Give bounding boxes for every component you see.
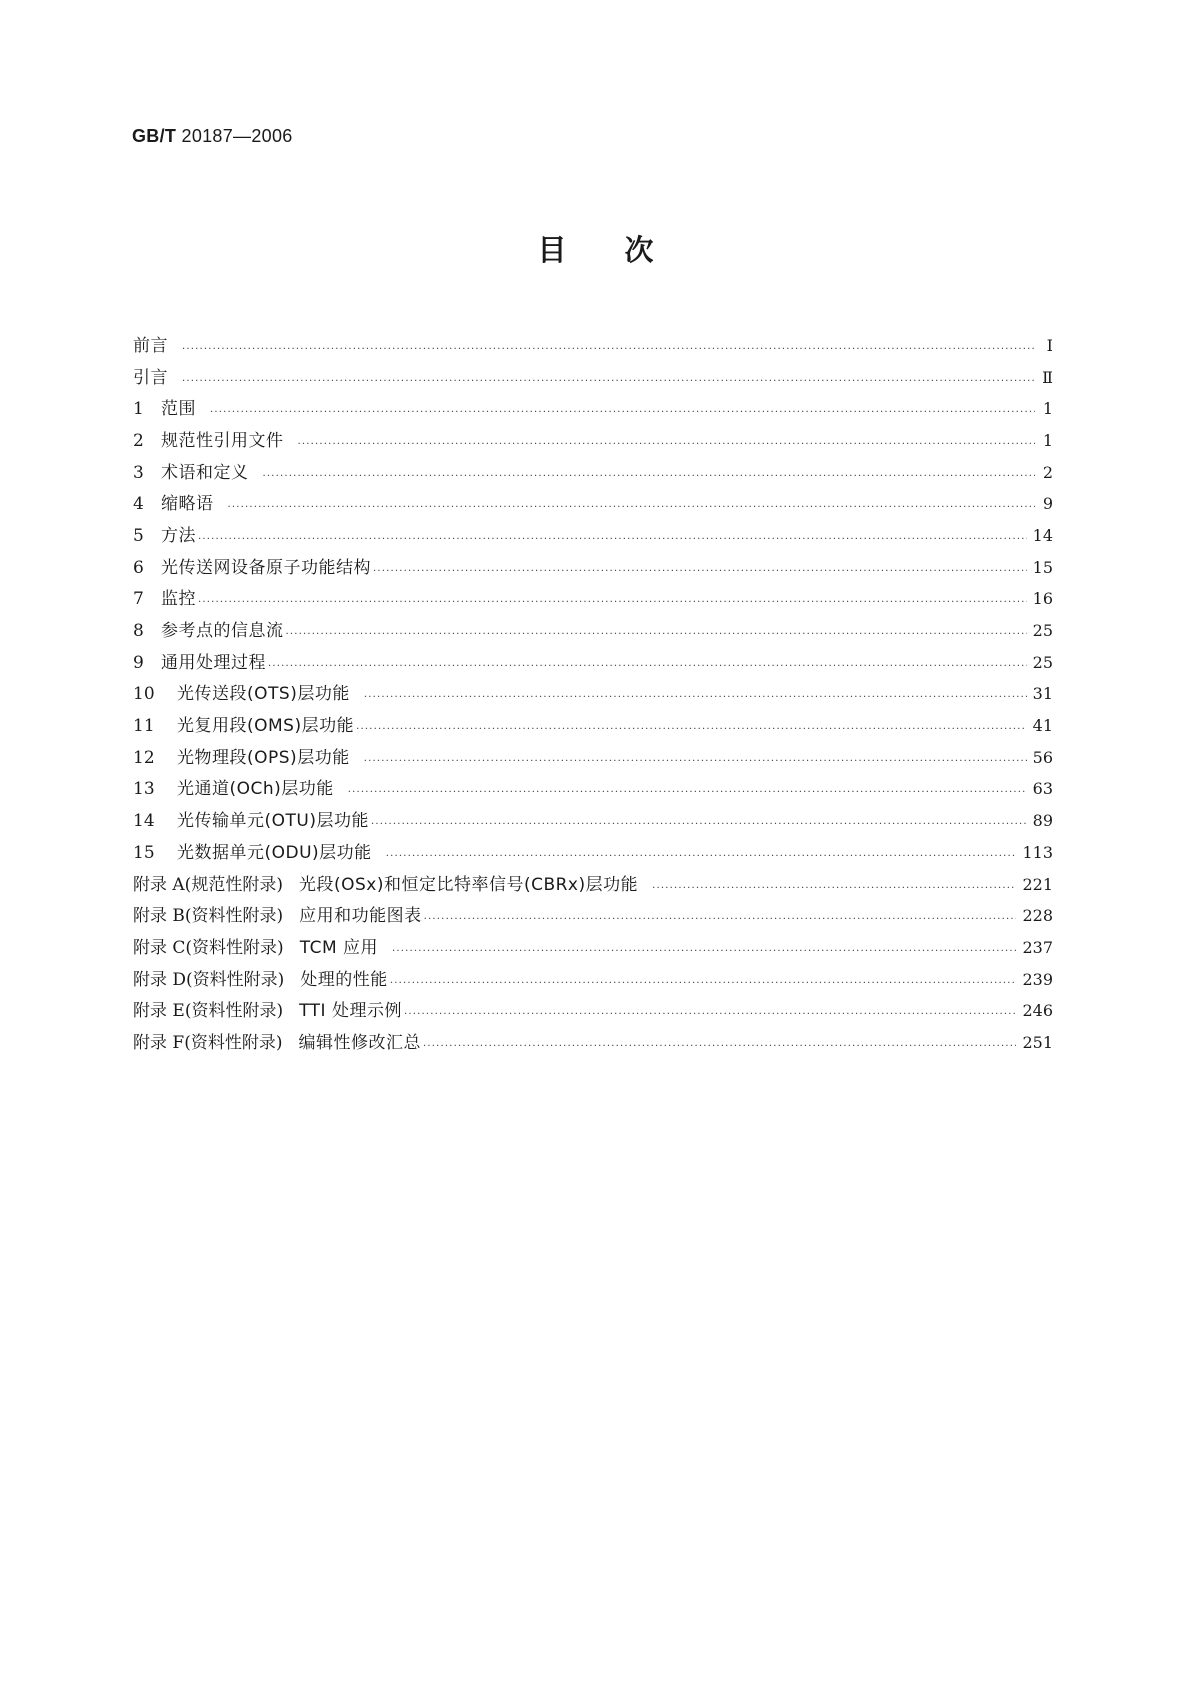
toc-entry-page: 56 (1032, 747, 1053, 767)
toc-entry-number: 附录 A(规范性附录) (133, 874, 283, 895)
toc-entry-number: 2 (133, 430, 144, 451)
toc-entry-title: 光通道(OCh)层功能 (177, 779, 334, 800)
toc-entry-title: 编辑性修改汇总 (298, 1032, 421, 1053)
toc-entry-title: 缩略语 (161, 494, 214, 515)
toc-entry[interactable] (133, 964, 1053, 996)
toc-dot-leader (228, 495, 1036, 515)
toc-entry-title: 引言 (133, 367, 168, 388)
standard-code-number: 20187—2006 (176, 126, 293, 146)
toc-entry-number: 1 (133, 399, 144, 420)
toc-entry-page: 251 (1022, 1032, 1053, 1052)
toc-entry-number: 附录 B(资料性附录) (133, 906, 284, 927)
toc-entry[interactable] (133, 520, 1053, 552)
toc-entry-title: TCM 应用 (299, 937, 379, 958)
toc-entry-title: 监控 (161, 589, 196, 610)
toc-entry[interactable] (133, 805, 1053, 837)
toc-entry[interactable] (133, 425, 1053, 457)
toc-dot-leader (263, 464, 1036, 484)
toc-entry-page: 31 (1032, 684, 1053, 704)
toc-entry-page: 25 (1032, 621, 1053, 641)
toc-entry-number: 4 (133, 494, 144, 515)
toc-entry[interactable] (133, 552, 1053, 584)
toc-entry-title: TTI 处理示例 (299, 1001, 402, 1022)
toc-entry-title: 范围 (161, 399, 196, 420)
toc-entry-page: 237 (1022, 937, 1053, 957)
toc-dot-leader (404, 1002, 1016, 1022)
toc-entry-page: 89 (1032, 811, 1053, 831)
toc-entry-page: 221 (1022, 874, 1053, 894)
toc-entry-page: 1 (1042, 430, 1053, 450)
toc-entry-number: 15 (133, 842, 155, 863)
toc-entry-title: 处理的性能 (300, 969, 388, 990)
toc-entry-number: 附录 D(资料性附录) (133, 969, 285, 990)
toc-entry-page: 9 (1042, 494, 1053, 514)
toc-entry-number: 13 (133, 779, 155, 800)
toc-entry[interactable] (133, 679, 1053, 711)
standard-code (132, 126, 293, 147)
toc-entry-title: 术语和定义 (161, 462, 249, 483)
toc-dot-leader (182, 337, 1035, 357)
toc-dot-leader (286, 622, 1027, 642)
toc-entry-title: 通用处理过程 (161, 652, 266, 673)
toc-dot-leader (298, 432, 1036, 452)
toc-entry-title: 光传送段(OTS)层功能 (177, 684, 350, 705)
toc-dot-leader (373, 559, 1027, 579)
toc-entry-title: 光复用段(OMS)层功能 (177, 716, 355, 737)
toc-entry[interactable] (133, 1027, 1053, 1059)
toc-entry[interactable] (133, 837, 1053, 869)
toc-entry-title: 光数据单元(ODU)层功能 (177, 842, 372, 863)
toc-entry-page: 1 (1042, 399, 1053, 419)
toc-entry-page: 15 (1032, 557, 1053, 577)
toc-entry-page: 2 (1042, 462, 1053, 482)
toc-entry-number: 11 (133, 716, 155, 737)
toc-entry[interactable] (133, 900, 1053, 932)
toc-dot-leader (652, 876, 1016, 896)
toc-entry[interactable] (133, 393, 1053, 425)
toc-entry[interactable] (133, 615, 1053, 647)
toc-entry-title: 光传送网设备原子功能结构 (161, 557, 371, 578)
standard-code-prefix: GB/T (132, 126, 177, 146)
toc-entry-page: 246 (1022, 1001, 1053, 1021)
toc-entry-number: 附录 E(资料性附录) (133, 1001, 284, 1022)
toc-entry[interactable] (133, 584, 1053, 616)
toc-entry[interactable] (133, 457, 1053, 489)
toc-entry[interactable] (133, 647, 1053, 679)
toc-entry-title: 方法 (161, 525, 196, 546)
page-title: 目次 (537, 233, 712, 267)
toc-entry-number: 附录 C(资料性附录) (133, 937, 284, 958)
toc-entry-page: 14 (1032, 525, 1053, 545)
toc-entry-number: 9 (133, 652, 144, 673)
toc-entry-page: 63 (1032, 779, 1053, 799)
toc-entry-page: 228 (1022, 906, 1053, 926)
toc-entry-page: 25 (1032, 652, 1053, 672)
table-of-contents (133, 330, 1053, 1059)
toc-entry-number: 附录 F(资料性附录) (133, 1032, 283, 1053)
toc-entry[interactable] (133, 932, 1053, 964)
toc-dot-leader (198, 590, 1027, 610)
toc-entry-number: 8 (133, 621, 144, 642)
toc-dot-leader (268, 654, 1027, 674)
toc-entry[interactable] (133, 710, 1053, 742)
toc-dot-leader (198, 527, 1027, 547)
toc-entry-title: 参考点的信息流 (161, 621, 284, 642)
toc-entry-title: 规范性引用文件 (161, 430, 284, 451)
toc-entry[interactable] (133, 362, 1053, 394)
toc-dot-leader (210, 400, 1035, 420)
toc-entry[interactable] (133, 488, 1053, 520)
toc-entry-title: 前言 (133, 335, 168, 356)
toc-entry[interactable] (133, 995, 1053, 1027)
toc-entry-title: 应用和功能图表 (299, 906, 422, 927)
toc-entry-page: 239 (1022, 969, 1053, 989)
toc-entry-number: 10 (133, 684, 155, 705)
toc-entry-number: 3 (133, 462, 144, 483)
toc-entry[interactable] (133, 869, 1053, 901)
toc-entry-number: 14 (133, 811, 155, 832)
toc-dot-leader (390, 971, 1017, 991)
toc-dot-leader (392, 939, 1016, 959)
toc-entry-page: Ⅰ (1046, 335, 1053, 355)
toc-entry-number: 12 (133, 747, 155, 768)
toc-entry-number: 6 (133, 557, 144, 578)
toc-dot-leader (386, 844, 1017, 864)
toc-dot-leader (348, 780, 1027, 800)
toc-dot-leader (424, 907, 1017, 927)
toc-entry[interactable] (133, 330, 1053, 362)
toc-entry-title: 光段(OSx)和恒定比特率信号(CBRx)层功能 (298, 874, 639, 895)
toc-dot-leader (423, 1034, 1016, 1054)
toc-entry-number: 7 (133, 589, 144, 610)
toc-entry[interactable] (133, 742, 1053, 774)
toc-entry-title: 光传输单元(OTU)层功能 (177, 811, 369, 832)
toc-entry[interactable] (133, 774, 1053, 806)
toc-entry-page: 41 (1032, 716, 1053, 736)
toc-dot-leader (364, 685, 1027, 705)
toc-entry-page: Ⅱ (1042, 367, 1053, 387)
toc-dot-leader (364, 749, 1027, 769)
toc-dot-leader (182, 369, 1035, 389)
toc-dot-leader (371, 812, 1027, 832)
toc-entry-title: 光物理段(OPS)层功能 (177, 747, 350, 768)
toc-entry-number: 5 (133, 525, 144, 546)
toc-dot-leader (356, 717, 1027, 737)
toc-entry-page: 16 (1032, 589, 1053, 609)
toc-entry-page: 113 (1022, 842, 1053, 862)
